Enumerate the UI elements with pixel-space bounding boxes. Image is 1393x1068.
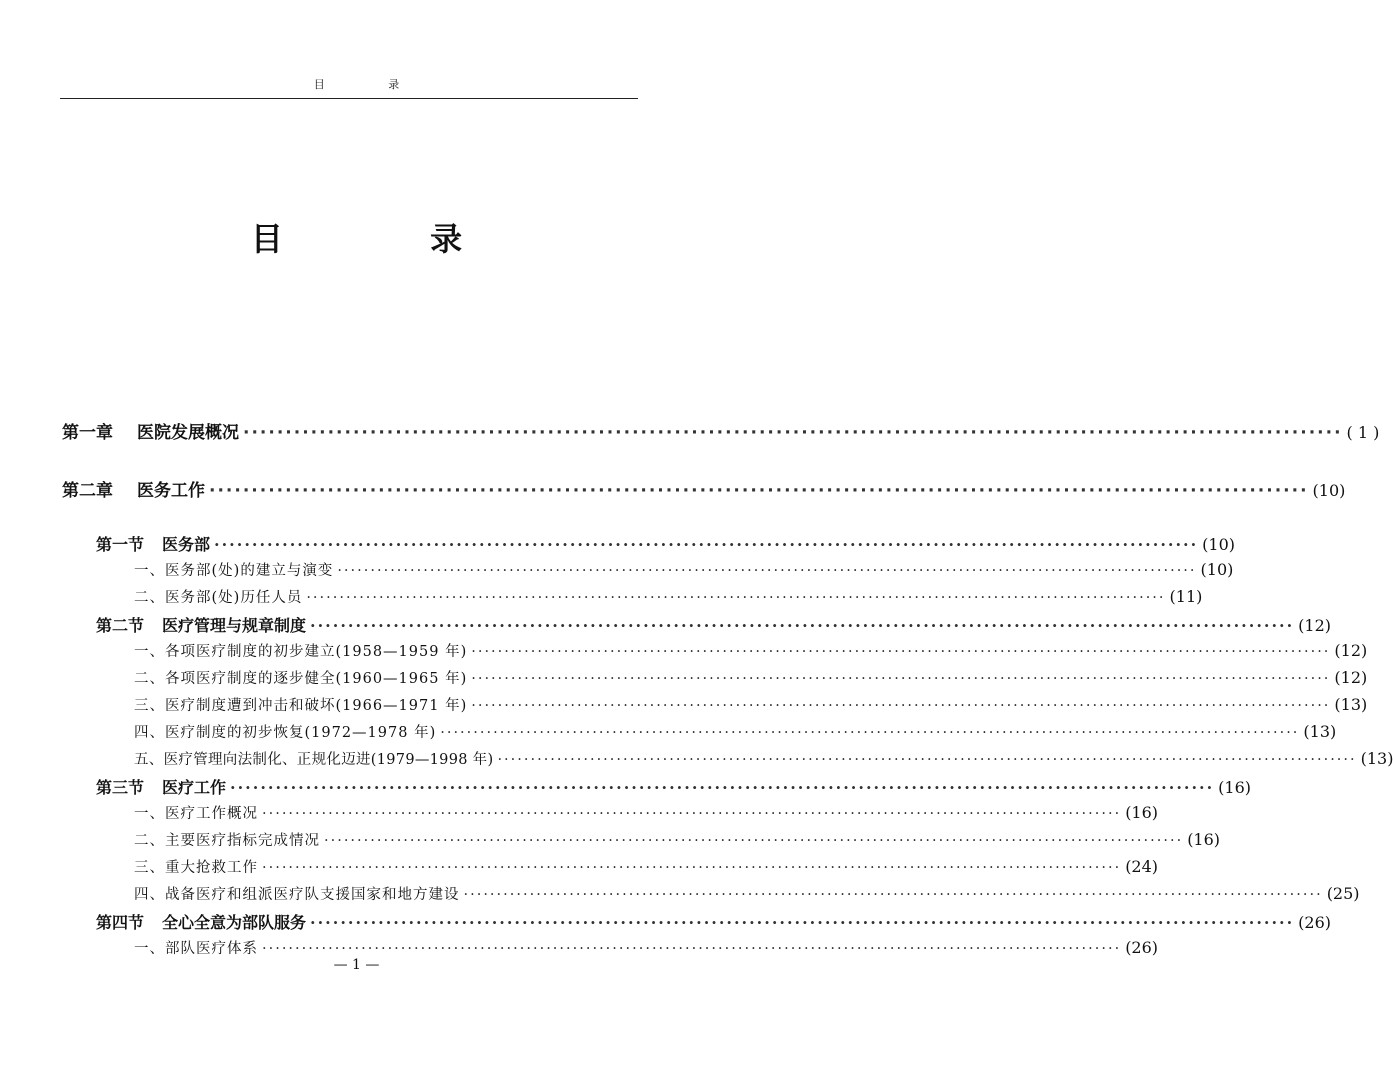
page-number: (10) (1312, 481, 1346, 500)
header-rule (60, 98, 638, 99)
toc-item[interactable] (134, 667, 1368, 688)
page-number: (16) (1125, 803, 1159, 822)
page-number: (26) (1298, 913, 1332, 932)
toc-item[interactable] (134, 559, 1234, 580)
section-number: 第三节 (96, 778, 145, 797)
toc-section-2[interactable] (96, 613, 1332, 636)
toc-item[interactable] (134, 694, 1368, 715)
item-label: 三、医疗制度遭到冲击和破坏(1966—1971 年) (134, 698, 468, 714)
page-number: (12) (1334, 641, 1368, 660)
leader-dots: ·································································································································· (471, 671, 1331, 687)
section-title: 医务部 (162, 535, 211, 554)
toc-item[interactable] (134, 640, 1368, 661)
leader-dots: ·································································································································· (324, 833, 1184, 849)
leader-dots: ·································································································································· (471, 644, 1331, 660)
page-number: ( 1 ) (1346, 423, 1380, 442)
page-number: (25) (1326, 884, 1360, 903)
item-label: 一、医疗工作概况 (134, 806, 258, 822)
leader-dots: ·································································································································· (497, 752, 1357, 768)
toc-item[interactable] (134, 721, 1337, 742)
page-number: (12) (1298, 616, 1332, 635)
chapter-number: 第二章 (62, 481, 113, 501)
leader-dots: ·································································································································· (310, 616, 1295, 635)
page-number: (13) (1360, 749, 1393, 768)
item-label: 一、各项医疗制度的初步建立(1958—1959 年) (134, 644, 468, 660)
toc-item[interactable] (134, 748, 1393, 769)
leader-dots: ·································································································································· (262, 806, 1122, 822)
toc-section-4[interactable] (96, 910, 1332, 933)
leader-dots: ·································································································································· (463, 887, 1323, 903)
page-number: (13) (1334, 695, 1368, 714)
page-number: (24) (1125, 857, 1159, 876)
toc-item[interactable] (134, 802, 1159, 823)
leader-dots: ·································································································································· (262, 860, 1122, 876)
page-number: (10) (1200, 560, 1234, 579)
toc-item[interactable] (134, 829, 1221, 850)
page-number: (11) (1169, 587, 1203, 606)
leader-dots: ·································································································································· (471, 698, 1331, 714)
item-label: 四、医疗制度的初步恢复(1972—1978 年) (134, 725, 437, 741)
leader-dots: ·································································································································· (337, 563, 1197, 579)
toc-item[interactable] (134, 883, 1360, 904)
page-number: (26) (1125, 938, 1159, 957)
toc-item[interactable] (134, 937, 1159, 958)
item-label: 一、部队医疗体系 (134, 941, 258, 957)
toc-chapter-1[interactable] (62, 418, 1380, 443)
item-label: 五、医疗管理向法制化、正规化迈进(1979—1998 年) (134, 752, 494, 768)
section-number: 第四节 (96, 913, 145, 932)
leader-dots: ·································································································································· (310, 913, 1295, 932)
section-number: 第二节 (96, 616, 145, 635)
chapter-title: 医院发展概况 (137, 423, 239, 443)
chapter-number: 第一章 (62, 423, 113, 443)
toc-section-1[interactable] (96, 532, 1236, 555)
page-folio: — 1 — (333, 957, 380, 973)
section-title: 医疗工作 (162, 778, 227, 797)
section-title: 医疗管理与规章制度 (162, 616, 307, 635)
item-label: 三、重大抢救工作 (134, 860, 258, 876)
toc-item[interactable] (134, 856, 1159, 877)
leader-dots: ·································································································································· (214, 535, 1199, 554)
page-number: (12) (1334, 668, 1368, 687)
leader-dots: ·································································································································· (243, 423, 1343, 443)
page-number: (13) (1303, 722, 1337, 741)
item-label: 二、各项医疗制度的逐步健全(1960—1965 年) (134, 671, 468, 687)
section-number: 第一节 (96, 535, 145, 554)
leader-dots: ·································································································································· (230, 778, 1215, 797)
page-number: (16) (1218, 778, 1252, 797)
toc-chapter-2[interactable] (62, 476, 1346, 501)
item-label: 二、主要医疗指标完成情况 (134, 833, 320, 849)
leader-dots: ·································································································································· (440, 725, 1300, 741)
page-number: (16) (1187, 830, 1221, 849)
leader-dots: ·································································································································· (306, 590, 1166, 606)
leader-dots: ·································································································································· (209, 481, 1309, 501)
toc-item[interactable] (134, 586, 1203, 607)
chapter-title: 医务工作 (137, 481, 205, 501)
page-title: 目 录 (250, 220, 531, 258)
item-label: 二、医务部(处)历任人员 (134, 590, 303, 606)
page-number: (10) (1202, 535, 1236, 554)
section-title: 全心全意为部队服务 (162, 913, 307, 932)
toc-section-3[interactable] (96, 775, 1252, 798)
leader-dots: ·································································································································· (262, 941, 1122, 957)
item-label: 一、医务部(处)的建立与演变 (134, 563, 334, 579)
running-head: 目 录 (313, 78, 430, 91)
item-label: 四、战备医疗和组派医疗队支援国家和地方建设 (134, 887, 460, 903)
